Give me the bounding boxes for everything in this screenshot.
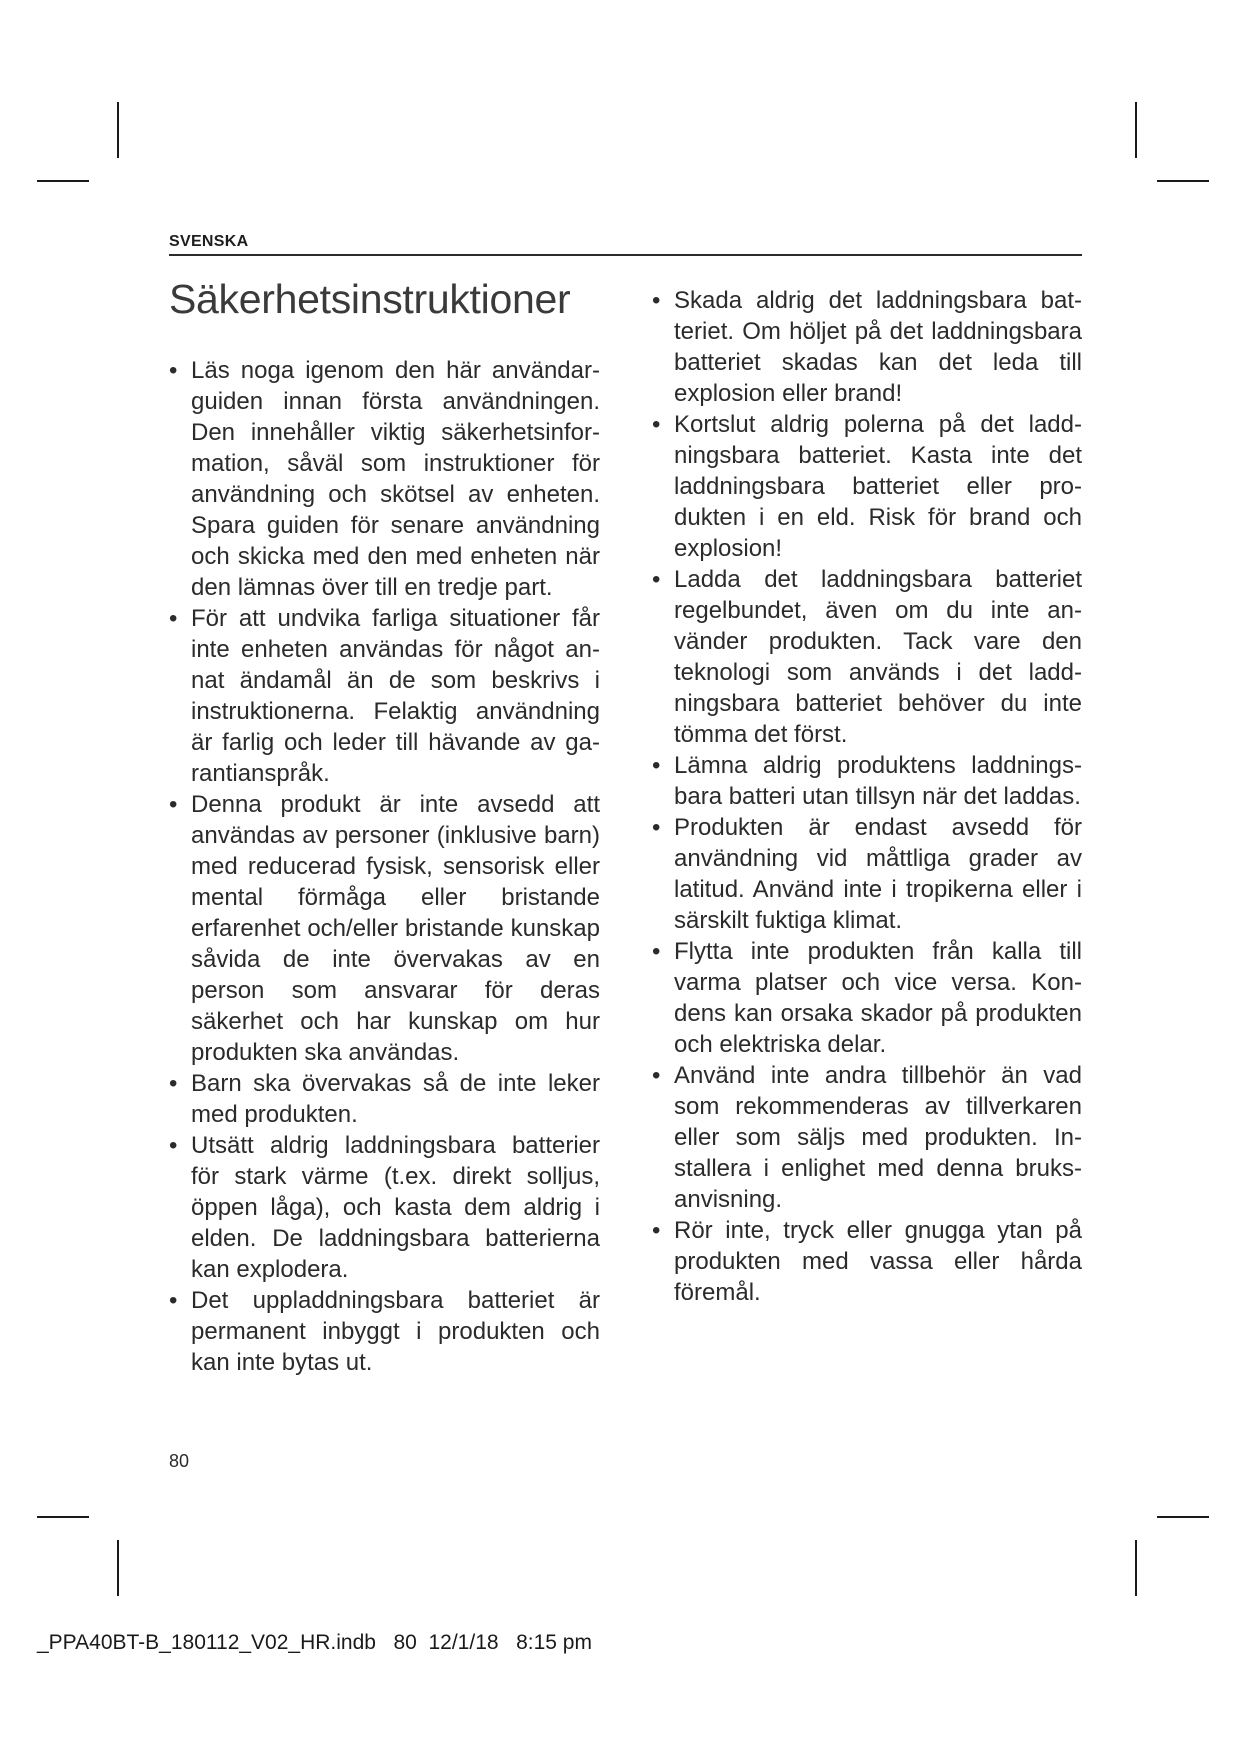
list-item xyxy=(169,355,600,603)
print-slug: _PPA40BT-B_180112_V02_HR.indb 80 12/1/18 8:15 pm xyxy=(37,1631,592,1654)
bullet-icon: • xyxy=(652,566,661,593)
crop-mark-top-right-vertical xyxy=(1135,102,1137,158)
list-item-text: Denna produkt är inte avsedd att användas av personer (inklusive barn) med reducerad fysisk, sensorisk eller mental förmåga eller bristande erfarenhet och/eller bristande kunskap såvida de inte övervakas av en person som ansvarar för deras säkerhet och har kunskap om hur produkten ska användas. xyxy=(191,791,600,1066)
bullet-icon: • xyxy=(169,1132,178,1159)
section-label: SVENSKA xyxy=(169,233,249,250)
list-item-text: Lämna aldrig produktens laddningsbara batteri utan tillsyn när det laddas. xyxy=(674,752,1082,810)
left-column-list xyxy=(169,355,600,1378)
list-item-text: För att undvika farliga situationer får inte enheten användas för något annat ändamål än de som beskrivs i instruktionerna. Felaktig användning är farlig och leder till hävande av garantianspråk. xyxy=(191,605,600,787)
right-column-list xyxy=(652,285,1082,1308)
header-rule xyxy=(169,254,1082,256)
crop-mark-bottom-right-vertical xyxy=(1135,1540,1137,1596)
list-item-text: Flytta inte produkten från kalla till varma platser och vice versa. Kondens kan orsaka skador på produkten och elektriska delar. xyxy=(674,938,1082,1058)
bullet-icon: • xyxy=(169,605,178,632)
crop-mark-bottom-left-vertical xyxy=(117,1540,119,1596)
list-item-text: Utsätt aldrig laddningsbara batterier för stark värme (t.ex. direkt solljus, öppen låga), och kasta dem aldrig i elden. De laddningsbara batterierna kan explodera. xyxy=(191,1132,600,1283)
list-item-text: Skada aldrig det laddningsbara batteriet. Om höljet på det laddningsbara batteriet skadas kan det leda till explosion eller brand! xyxy=(674,287,1082,407)
list-item xyxy=(652,1060,1082,1215)
list-item xyxy=(652,750,1082,812)
list-item-text: Läs noga igenom den här användarguiden innan första användningen. Den innehåller viktig säkerhetsinformation, såväl som instruktioner för användning och skötsel av enheten. Spara guiden för senare användning och skicka med den med enheten när den lämnas över till en tredje part. xyxy=(191,357,600,601)
list-item xyxy=(652,285,1082,409)
bullet-icon: • xyxy=(169,791,178,818)
page-number: 80 xyxy=(169,1451,190,1471)
list-item-text: Rör inte, tryck eller gnugga ytan på produkten med vassa eller hårda föremål. xyxy=(674,1217,1082,1306)
bullet-icon: • xyxy=(169,357,178,384)
bullet-icon: • xyxy=(169,1287,178,1314)
list-item-text: Produkten är endast avsedd för användning vid måttliga grader av latitud. Använd inte i tropikerna eller i särskilt fuktiga klimat. xyxy=(674,814,1082,934)
bullet-icon: • xyxy=(652,287,661,314)
bullet-icon: • xyxy=(652,814,661,841)
bullet-icon: • xyxy=(169,1070,178,1097)
list-item xyxy=(652,564,1082,750)
list-item-text: Det uppladdningsbara batteriet är permanent inbyggt i produkten och kan inte bytas ut. xyxy=(191,1287,600,1376)
crop-mark-bottom-left-horizontal xyxy=(37,1516,89,1518)
list-item xyxy=(169,789,600,1068)
list-item xyxy=(169,1130,600,1285)
list-item-text: Använd inte andra tillbehör än vad som rekommenderas av tillverkaren eller som säljs med produkten. Installera i enlighet med denna bruksanvisning. xyxy=(674,1062,1082,1213)
bullet-icon: • xyxy=(652,938,661,965)
list-item xyxy=(169,603,600,789)
crop-mark-top-left-vertical xyxy=(117,102,119,158)
bullet-icon: • xyxy=(652,1217,661,1244)
list-item xyxy=(169,1285,600,1378)
list-item xyxy=(652,1215,1082,1308)
bullet-icon: • xyxy=(652,1062,661,1089)
crop-mark-top-left-horizontal xyxy=(37,180,89,182)
list-item-text: Kortslut aldrig polerna på det laddningsbara batteriet. Kasta inte det laddningsbara batteriet eller produkten i en eld. Risk för brand och explosion! xyxy=(674,411,1082,562)
crop-mark-top-right-horizontal xyxy=(1157,180,1209,182)
list-item xyxy=(652,936,1082,1060)
list-item-text: Ladda det laddningsbara batteriet regelbundet, även om du inte använder produkten. Tack vare den teknologi som används i det laddningsbara batteriet behöver du inte tömma det först. xyxy=(674,566,1082,748)
page-title: Säkerhetsinstruktioner xyxy=(169,276,571,322)
list-item-text: Barn ska övervakas så de inte leker med produkten. xyxy=(191,1070,600,1128)
bullet-icon: • xyxy=(652,752,661,779)
bullet-icon: • xyxy=(652,411,661,438)
list-item xyxy=(652,409,1082,564)
list-item xyxy=(652,812,1082,936)
list-item xyxy=(169,1068,600,1130)
crop-mark-bottom-right-horizontal xyxy=(1157,1516,1209,1518)
